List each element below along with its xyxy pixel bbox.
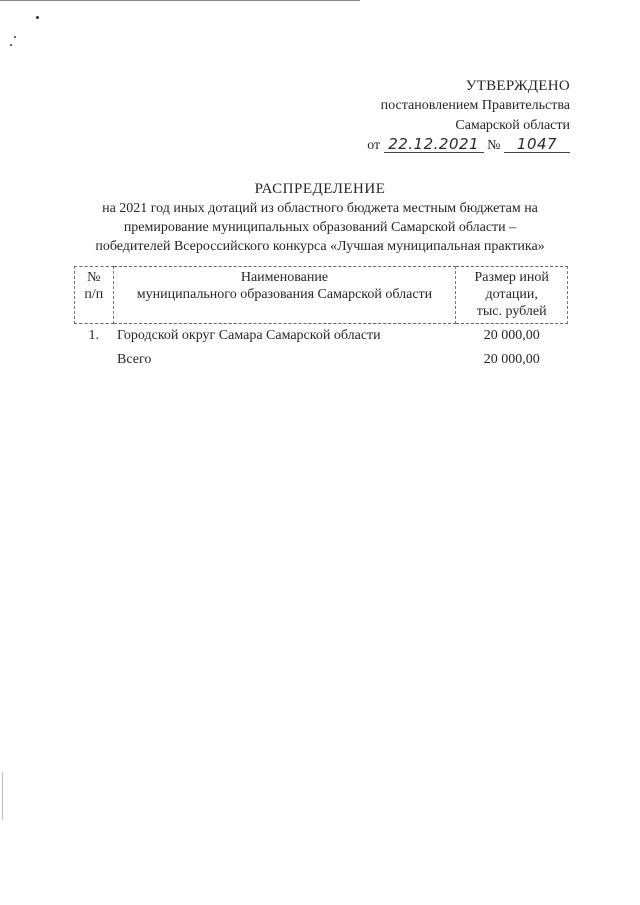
scan-speck — [14, 36, 16, 38]
document-title: РАСПРЕДЕЛЕНИЕ — [254, 181, 386, 197]
approval-heading: УТВЕРЖДЕНО — [465, 78, 570, 94]
document-title-block — [60, 180, 580, 256]
document-subtitle-line-3: победителей Всероссийского конкурса «Лучшая муниципальная практика» — [95, 239, 545, 254]
scan-speck — [36, 16, 39, 19]
document-subtitle-line-1: на 2021 год иных дотаций из областного бюджета местным бюджетам на — [102, 201, 538, 216]
scan-artifact-left-edge — [2, 772, 3, 820]
row-municipality-name: Городской округ Самара Самарской области — [117, 328, 381, 343]
table-header-row — [75, 267, 568, 324]
header-number: № п/п — [75, 267, 114, 324]
row-amount: 20 000,00 — [483, 328, 540, 343]
approval-from-label: от — [367, 138, 381, 153]
table-total-row — [75, 348, 568, 372]
header-municipality-name: Наименование муниципального образования Самарской области — [113, 267, 456, 324]
approval-number-handwritten: 1047 — [504, 136, 570, 153]
header-subsidy-amount: Размер иной дотации, тыс. рублей — [456, 267, 568, 324]
approval-date-handwritten: 22.12.2021 — [384, 136, 484, 153]
approval-number-label: № — [487, 138, 501, 153]
allocation-table — [74, 266, 568, 372]
approval-stamp-block — [350, 76, 570, 156]
approval-date-line — [350, 136, 570, 156]
table-row — [75, 324, 568, 349]
document-subtitle-line-2: премирование муниципальных образований Самарской области – — [123, 220, 517, 235]
row-number: 1. — [88, 328, 100, 343]
total-label: Всего — [117, 352, 152, 367]
total-number-empty — [75, 348, 114, 372]
total-amount: 20 000,00 — [483, 352, 540, 367]
approval-line-2: Самарской области — [455, 118, 570, 133]
scan-artifact-top-line — [0, 0, 360, 1]
scan-speck — [10, 44, 12, 46]
approval-line-1: постановлением Правительства — [380, 98, 570, 113]
